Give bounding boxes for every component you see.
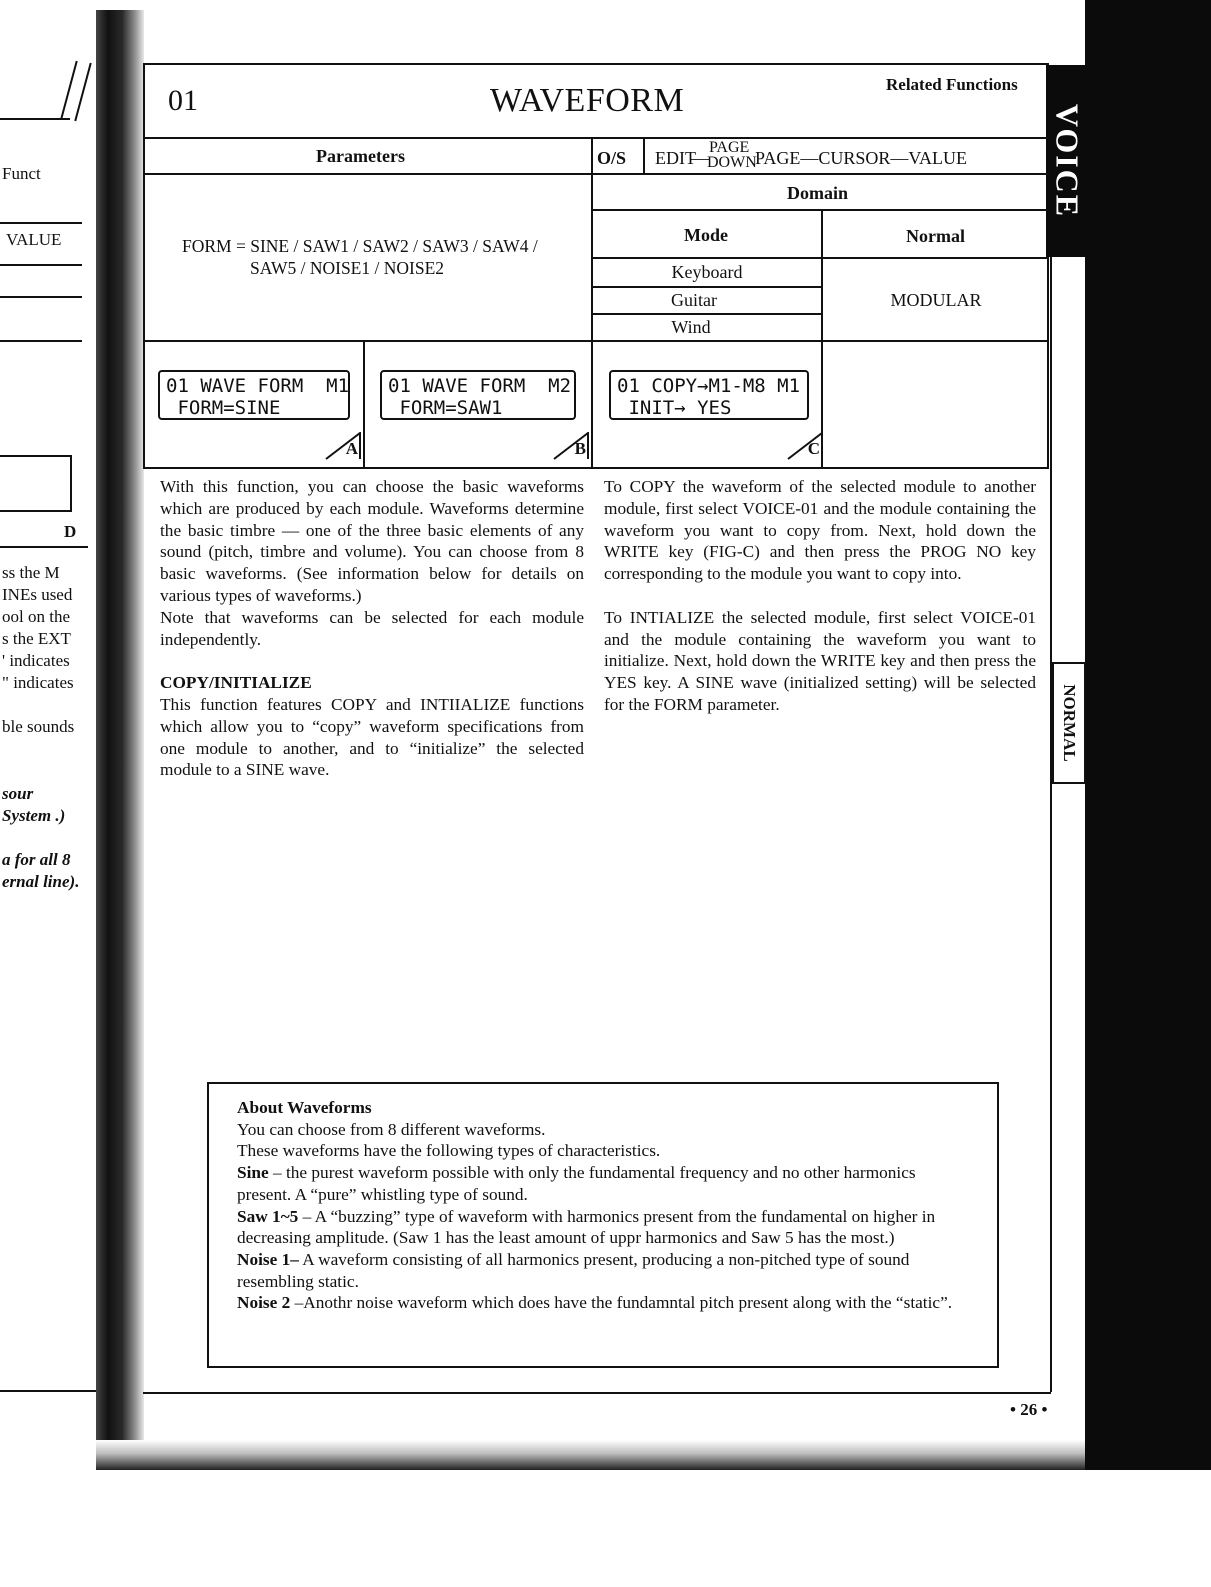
prev-rule	[0, 222, 82, 224]
nav-rest: PAGE—CURSOR—VALUE	[755, 148, 968, 168]
table-rule	[143, 340, 1049, 342]
lcd-c-line1: 01 COPY→M1-M8 M1	[617, 375, 801, 397]
prev-rule	[0, 455, 70, 457]
prev-rule	[0, 510, 72, 512]
noise2-text: –Anothr noise waveform which does have the fundamntal pitch present along with the “static”.	[290, 1293, 953, 1313]
function-number: 01	[168, 84, 198, 117]
initialize-instructions: To INTIALIZE the selected module, first select VOICE-01 and the module containing the waveform you want to initialize. Next, hold down the WRITE key and then press the YES key. A SINE wave (initialized setting) will be selected for the FORM parameter.	[604, 607, 1036, 714]
figure-tag-a	[324, 432, 362, 460]
table-rule	[143, 173, 1049, 175]
nav-page-bottom: DOWN	[707, 154, 757, 171]
table-rule	[363, 340, 365, 467]
page-edge-strip	[1085, 0, 1211, 1470]
prev-text: ernal line).	[2, 872, 80, 891]
prev-rule	[70, 455, 72, 510]
about-waveforms-text	[237, 1097, 967, 1314]
prev-text: ool on the	[2, 607, 70, 626]
copy-instructions: To COPY the waveform of the selected module to another module, first select VOICE-01 and the module containing the waveform you want to copy from. Next, hold down the WRITE key (FIG-C) and then press the PROG NO key corresponding to the module you want to copy into.	[604, 477, 1036, 584]
os-header: O/S	[597, 148, 627, 168]
prev-text: ' indicates	[2, 651, 70, 670]
independent-note: Note that waveforms can be selected for each module independently.	[160, 607, 584, 649]
table-rule	[591, 209, 1049, 211]
navigation-path	[655, 140, 1047, 172]
noise2-description	[237, 1292, 967, 1314]
about-title: About Waveforms	[237, 1098, 372, 1117]
prev-slash	[74, 63, 91, 121]
sine-text: – the purest waveform possible with only the fundamental frequency and no other harmonics present. A “pure” whistling type of sound.	[237, 1163, 916, 1204]
prev-text: System .)	[2, 806, 66, 825]
page-title: WAVEFORM	[490, 82, 685, 119]
form-values-line1: FORM = SINE / SAW1 / SAW2 / SAW3 / SAW4 /	[182, 236, 538, 256]
nav-dash: —	[691, 148, 709, 168]
normal-tab	[1052, 662, 1086, 784]
table-rule	[591, 313, 821, 315]
intro-paragraph: With this function, you can choose the basic waveforms which are produced by each module. Waveforms determine the basic timbre — one of the three basic elements of any sound (pitch, timbre and volume). You can choose from 8 basic waveforms. (See information below for details on various types of waveforms.)	[160, 477, 584, 605]
copy-initialize-heading: COPY/INITIALIZE	[160, 673, 312, 693]
lcd-display-b	[380, 370, 576, 420]
prev-rule	[0, 546, 88, 548]
left-column	[160, 476, 584, 781]
related-functions-label: Related Functions	[886, 75, 1018, 94]
prev-rule	[0, 264, 82, 266]
previous-page-edge	[0, 0, 100, 1460]
voice-tab-label: VOICE	[1049, 103, 1086, 219]
prev-rule	[0, 1390, 96, 1392]
prev-text: a for all 8	[2, 850, 71, 869]
mode-keyboard: Keyboard	[671, 262, 743, 282]
normal-header: Normal	[906, 226, 965, 246]
lcd-b-line2: FORM=SAW1	[388, 397, 503, 419]
prev-rule	[0, 340, 82, 342]
page-number: • 26 •	[1010, 1400, 1048, 1419]
lcd-display-a	[158, 370, 350, 420]
figure-tag-b-label: B	[574, 439, 586, 458]
figure-tag-a-label: A	[345, 439, 358, 458]
saw-description	[237, 1206, 967, 1249]
prev-text: VALUE	[6, 230, 62, 249]
saw-term: Saw 1~5	[237, 1206, 299, 1226]
table-rule	[143, 137, 1049, 139]
table-rule	[591, 286, 821, 288]
binding-shadow	[96, 10, 144, 1465]
prev-text: D	[64, 522, 77, 541]
lcd-a-line1: 01 WAVE FORM M1	[166, 375, 350, 397]
lcd-b-line1: 01 WAVE FORM M2	[388, 375, 572, 397]
noise1-description	[237, 1249, 967, 1292]
prev-text: s the EXT	[2, 629, 71, 648]
mode-guitar: Guitar	[671, 290, 717, 310]
about-intro-1: You can choose from 8 different waveforms.	[237, 1119, 546, 1139]
mode-wind: Wind	[671, 317, 711, 337]
prev-text: ss the M	[2, 563, 60, 582]
lcd-c-line2: INIT→ YES	[617, 397, 732, 419]
copy-initialize-paragraph: This function features COPY and INTIIALIZE functions which allow you to “copy” waveform specifications from one module to another, and to “initialize” the selected module to a SINE wave.	[160, 694, 584, 780]
figure-tag-b	[552, 432, 590, 460]
prev-text: INEs used	[2, 585, 73, 604]
figure-tag-c-label: C	[807, 439, 820, 458]
page-bottom-shadow	[96, 1440, 1086, 1470]
table-rule	[591, 137, 593, 467]
figure-tag-c	[786, 432, 824, 460]
sine-term: Sine	[237, 1163, 269, 1183]
nav-edit: EDIT	[655, 148, 696, 168]
sine-description	[237, 1162, 967, 1205]
mode-header: Mode	[684, 225, 728, 245]
prev-text: Funct	[2, 164, 41, 183]
noise1-term: Noise 1–	[237, 1249, 299, 1269]
nav-page-top: PAGE	[709, 139, 750, 156]
prev-slash	[60, 61, 77, 119]
about-intro-2: These waveforms have the following types of characteristics.	[237, 1141, 661, 1161]
prev-rule	[0, 296, 82, 298]
noise1-text: A waveform consisting of all harmonics present, producing a non-pitched type of sound resembling static.	[237, 1249, 910, 1291]
lcd-a-line2: FORM=SINE	[166, 397, 281, 419]
domain-header: Domain	[787, 183, 849, 203]
normal-value: MODULAR	[890, 290, 982, 310]
prev-text: sour	[2, 784, 34, 803]
normal-tab-label: NORMAL	[1060, 684, 1079, 762]
footer-rule	[143, 1392, 1051, 1394]
saw-text: – A “buzzing” type of waveform with harmonics present from the fundamental on higher in decreasing amplitude. (Saw 1 has the least amount of uppr harmonics and Saw 5 has the most.)	[237, 1206, 936, 1248]
table-rule	[821, 209, 823, 467]
noise2-term: Noise 2	[237, 1293, 291, 1313]
parameters-header: Parameters	[316, 146, 405, 166]
table-rule	[591, 257, 1049, 259]
voice-tab	[1046, 65, 1088, 257]
right-column	[604, 476, 1036, 716]
lcd-display-c	[609, 370, 809, 420]
page-edge-rule	[1050, 257, 1052, 1392]
prev-text: " indicates	[2, 673, 74, 692]
table-rule	[643, 137, 645, 173]
form-values-line2: SAW5 / NOISE1 / NOISE2	[250, 258, 445, 278]
prev-text: ble sounds	[2, 717, 75, 736]
